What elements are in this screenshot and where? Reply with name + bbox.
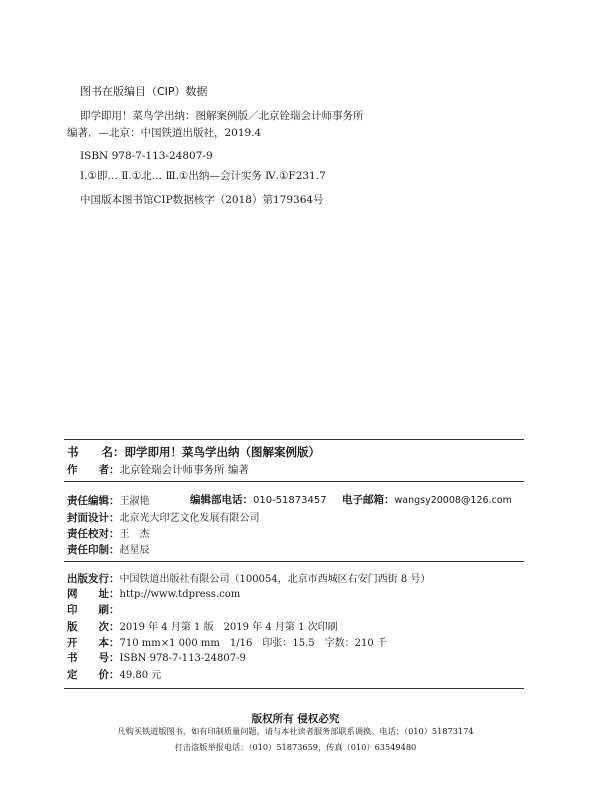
format-label: 开 本： xyxy=(67,637,120,649)
cover-design-row xyxy=(67,509,260,525)
format-row xyxy=(67,634,387,650)
editor-name: 王淑艳 xyxy=(119,496,150,507)
price-row xyxy=(67,666,161,682)
publisher: 中国铁道出版社有限公司（100054，北京市西城区右安门西街 8 号） xyxy=(119,574,431,585)
divider-2 xyxy=(64,481,524,482)
quality-notice: 凡购买铁道版图书，如有印制质量问题，请与本社读者服务部联系调换。电话：（010）51873174 xyxy=(117,726,474,736)
book-title: 即学即用！菜鸟学出纳（图解案例版） xyxy=(124,445,320,459)
cover-design: 北京光大印艺文化发展有限公司 xyxy=(119,513,260,524)
divider-3 xyxy=(64,561,524,562)
edition-row xyxy=(67,618,338,634)
price: 49.80 元 xyxy=(119,670,162,681)
cover-design-label: 封面设计： xyxy=(67,512,120,524)
copyright-notice: 版权所有 侵权必究 xyxy=(251,713,340,725)
book-author-label: 作 者： xyxy=(67,464,120,476)
book-title-row xyxy=(67,444,320,460)
cip-heading: 图书在版编目（CIP）数据 xyxy=(80,85,208,98)
email-row xyxy=(342,492,512,507)
cip-classification: Ⅰ.①即… Ⅱ.①北… Ⅲ.①出纳—会计实务 Ⅳ.①F231.7 xyxy=(80,170,326,182)
publisher-row xyxy=(67,570,430,586)
format: 710 mm×1 000 mm 1/16 印张：15.5 字数：210 千 xyxy=(119,638,387,649)
cip-isbn: ISBN 978-7-113-24807-9 xyxy=(80,150,213,162)
isbn: ISBN 978-7-113-24807-9 xyxy=(119,653,246,664)
printer-label: 印 刷： xyxy=(67,604,120,616)
book-author: 北京铨瑞会计师事务所 编著 xyxy=(119,464,249,476)
dept-phone: 010-51873457 xyxy=(253,495,327,506)
isbn-label: 书 号： xyxy=(67,652,120,664)
cip-verification-number: 中国版本图书馆CIP数据核字（2018）第179364号 xyxy=(80,194,324,206)
printer-row xyxy=(67,602,120,617)
website-label: 网 址： xyxy=(67,588,120,600)
editor-row xyxy=(67,492,150,508)
divider-top xyxy=(64,439,524,440)
cip-title-line: 即学即用！菜鸟学出纳：图解案例版／北京铨瑞会计师事务所 xyxy=(80,110,364,122)
email-label: 电子邮箱： xyxy=(342,494,395,506)
print-supervisor-row xyxy=(67,541,150,557)
dept-phone-label: 编辑部电话： xyxy=(190,494,253,506)
cip-author-line: 编著．—北京：中国铁道出版社，2019.4 xyxy=(67,127,262,139)
edition-label: 版 次： xyxy=(67,621,120,633)
dept-phone-row xyxy=(190,492,327,507)
editor-label: 责任编辑： xyxy=(67,495,120,507)
website-url: http://www.tdpress.com xyxy=(119,589,241,600)
print-supervisor-label: 责任印制： xyxy=(67,544,120,556)
isbn-row xyxy=(67,650,246,665)
print-supervisor: 赵星辰 xyxy=(119,545,150,556)
divider-bottom xyxy=(64,688,524,689)
proofreader-label: 责任校对： xyxy=(67,528,120,540)
edition: 2019 年 4 月第 1 版 2019 年 4 月第 1 次印刷 xyxy=(119,622,338,633)
publisher-label: 出版发行： xyxy=(67,573,120,585)
website-row xyxy=(67,586,240,601)
anti-piracy-notice: 打击盗版举报电话：（010）51873659，传真（010）63549480 xyxy=(174,742,417,752)
book-author-row xyxy=(67,462,249,477)
proofreader: 王 杰 xyxy=(119,529,150,540)
email-address: wangsy20008@126.com xyxy=(394,495,512,506)
book-title-label: 书 名： xyxy=(67,445,125,459)
price-label: 定 价： xyxy=(67,669,120,681)
proofreader-row xyxy=(67,525,150,541)
